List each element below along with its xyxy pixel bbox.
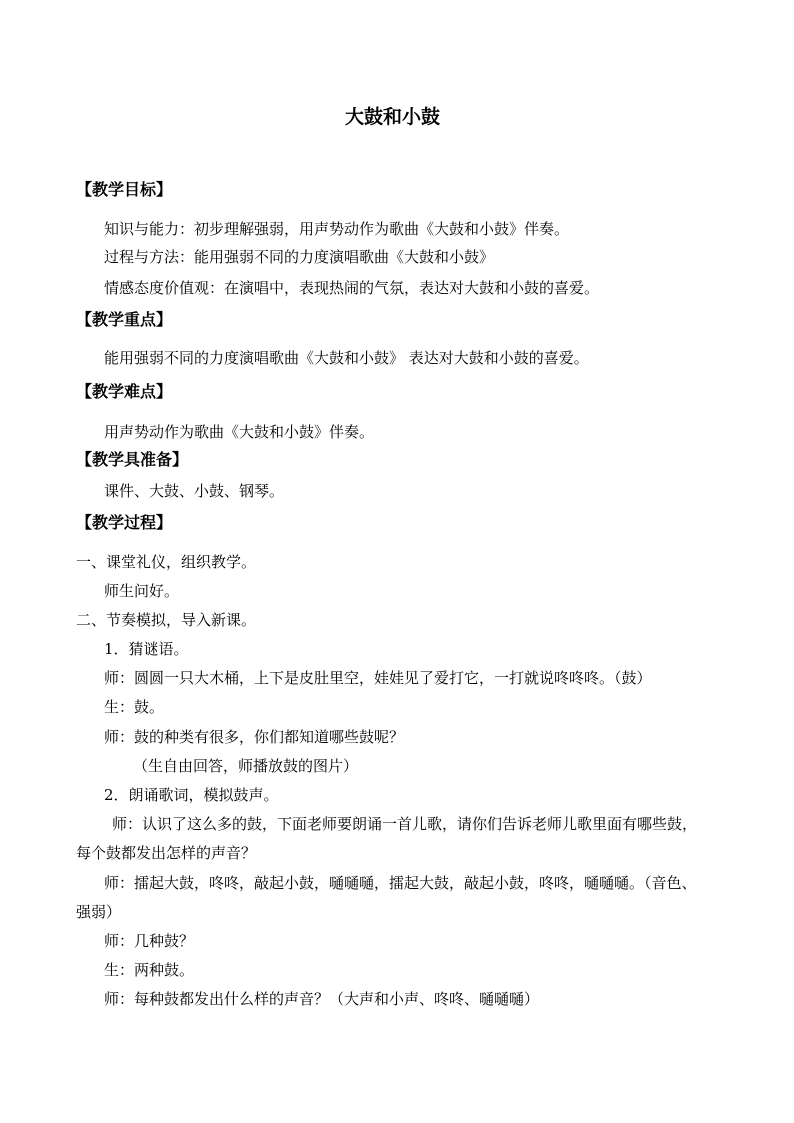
objectives-heading: 【教学目标】: [76, 180, 173, 199]
key-points-heading: 【教学重点】: [76, 310, 173, 329]
process-section-2: 二、节奏模拟，导入新课。: [76, 611, 257, 629]
process-line: 师：圆圆一只大木桶，上下是皮肚里空，娃娃见了爱打它，一打就说咚咚咚。（鼓）: [104, 669, 652, 687]
process-line: 师：几种鼓？: [104, 932, 195, 950]
process-line: 强弱）: [76, 903, 122, 921]
process-line: 生：两种鼓。: [104, 961, 195, 979]
materials-text: 课件、大鼓、小鼓、钢琴。: [104, 482, 285, 500]
process-line: 生：鼓。: [104, 698, 165, 716]
process-heading: 【教学过程】: [76, 513, 173, 532]
objective-knowledge: 知识与能力：初步理解强弱，用声势动作为歌曲《大鼓和小鼓》伴奏。: [104, 220, 570, 238]
process-step-2: 2．朗诵歌词，模拟鼓声。: [104, 786, 279, 804]
key-points-text: 能用强弱不同的力度演唱歌曲《大鼓和小鼓》 表达对大鼓和小鼓的喜爱。: [104, 349, 589, 367]
document-title: 大鼓和小鼓: [345, 106, 441, 128]
process-line: 师：鼓的种类有很多，你们都知道哪些鼓呢？: [104, 728, 405, 746]
process-step-1: 1．猜谜语。: [104, 640, 189, 658]
process-section-1: 一、课堂礼仪，组织教学。: [76, 553, 257, 571]
process-line: 每个鼓都发出怎样的声音？: [76, 844, 257, 862]
process-line: 师：每种鼓都发出什么样的声音？（大声和小声、咚咚、嗵嗵嗵）: [104, 990, 540, 1008]
process-line: 师生问好。: [104, 582, 180, 600]
process-line: 师：擂起大鼓，咚咚，敲起小鼓，嗵嗵嗵，擂起大鼓，敲起小鼓，咚咚，嗵嗵嗵。（音色、: [104, 874, 697, 892]
materials-heading: 【教学具准备】: [76, 450, 189, 469]
objective-process: 过程与方法：能用强弱不同的力度演唱歌曲《大鼓和小鼓》: [104, 248, 495, 266]
process-line: （生自由回答，师播放鼓的图片）: [133, 757, 359, 775]
difficulties-heading: 【教学难点】: [76, 382, 173, 401]
difficulties-text: 用声势动作为歌曲《大鼓和小鼓》伴奏。: [104, 423, 375, 441]
process-line: 师：认识了这么多的鼓，下面老师要朗诵一首儿歌，请你们告诉老师儿歌里面有哪些鼓，: [112, 815, 698, 833]
objective-emotion: 情感态度价值观：在演唱中，表现热闹的气氛，表达对大鼓和小鼓的喜爱。: [104, 279, 600, 297]
